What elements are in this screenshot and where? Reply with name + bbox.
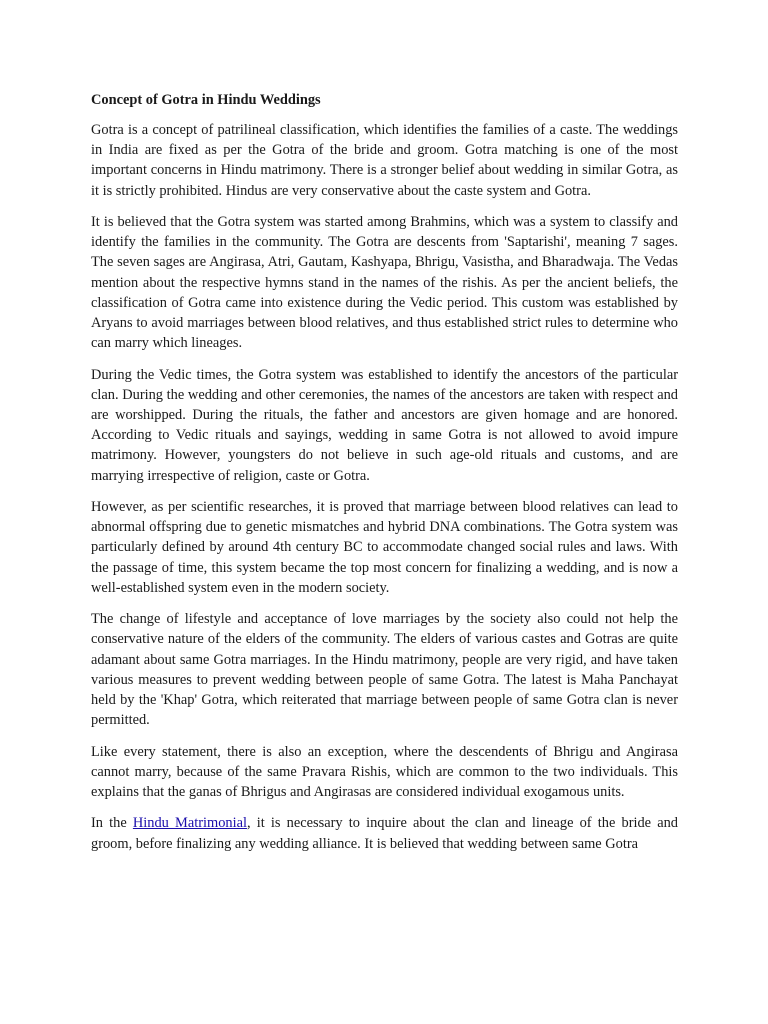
document-body xyxy=(91,90,678,865)
paragraph-7-prefix: In the xyxy=(91,815,133,832)
hindu-matrimonial-link[interactable]: Hindu Matrimonial xyxy=(132,815,247,832)
paragraph-1: Gotra is a concept of patrilineal classification, which identifies the families of a caste. The weddings in India are fixed as per the Gotra of the bride and groom. Gotra matching is one of the most important concerns in Hindu matrimony. There is a stronger belief about wedding in similar Gotra, as it is strictly prohibited. Hindus are very conservative about the caste system and Gotra. xyxy=(91,122,678,199)
paragraph-5: The change of lifestyle and acceptance of love marriages by the society also could not help the conservative nature of the elders of the community. The elders of various castes and Gotras are quite adamant about same Gotra marriages. In the Hindu matrimony, people are very rigid, and have taken various measures to prevent wedding between people of same Gotra. The latest is Maha Panchayat held by the 'Khap' Gotra, which reiterated that marriage between people of same Gotra clan is never permitted. xyxy=(91,611,678,729)
paragraph-4: However, as per scientific researches, it is proved that marriage between blood relatives can lead to abnormal offspring due to genetic mismatches and hybrid DNA combinations. The Gotra system was particularly defined by around 4th century BC to accommodate changed social rules and laws. With the passage of time, this system became the top most concern for finalizing a wedding, and is now a well-established system even in the modern society. xyxy=(91,499,678,596)
paragraph-7 xyxy=(91,813,678,853)
paragraph-3: During the Vedic times, the Gotra system was established to identify the ancestors of the particular clan. During the wedding and other ceremonies, the names of the ancestors are taken with respect and are worshipped. During the rituals, the father and ancestors are given homage and are honored. According to Vedic rituals and sayings, wedding in same Gotra is not allowed to avoid impure matrimony. However, youngsters do not believe in such age-old rituals and customs, and are marrying irrespective of religion, caste or Gotra. xyxy=(91,366,678,484)
paragraph-2: It is believed that the Gotra system was started among Brahmins, which was a system to classify and identify the families in the community. The Gotra are descents from 'Saptarishi', meaning 7 sages. The seven sages are Angirasa, Atri, Gautam, Kashyapa, Bhrigu, Vasistha, and Bharadwaja. The Vedas mention about the respective hymns stand in the names of the rishis. As per the ancient beliefs, the classification of Gotra came into existence during the Vedic period. This custom was established by Aryans to avoid marriages between blood relatives, and thus established strict rules to determine who can marry which lineages. xyxy=(91,214,678,352)
paragraph-6: Like every statement, there is also an exception, where the descendents of Bhrigu and Angirasa cannot marry, because of the same Pravara Rishis, which are common to the two individuals. This explains that the ganas of Bhrigus and Angirasas are considered individual exogamous units. xyxy=(91,743,678,801)
paragraph-7-suffix: , it is necessary to inquire about the clan and lineage of the bride and groom, before finalizing any wedding alliance. It is believed that wedding between same Gotra xyxy=(91,815,679,852)
document-title: Concept of Gotra in Hindu Weddings xyxy=(91,92,321,108)
